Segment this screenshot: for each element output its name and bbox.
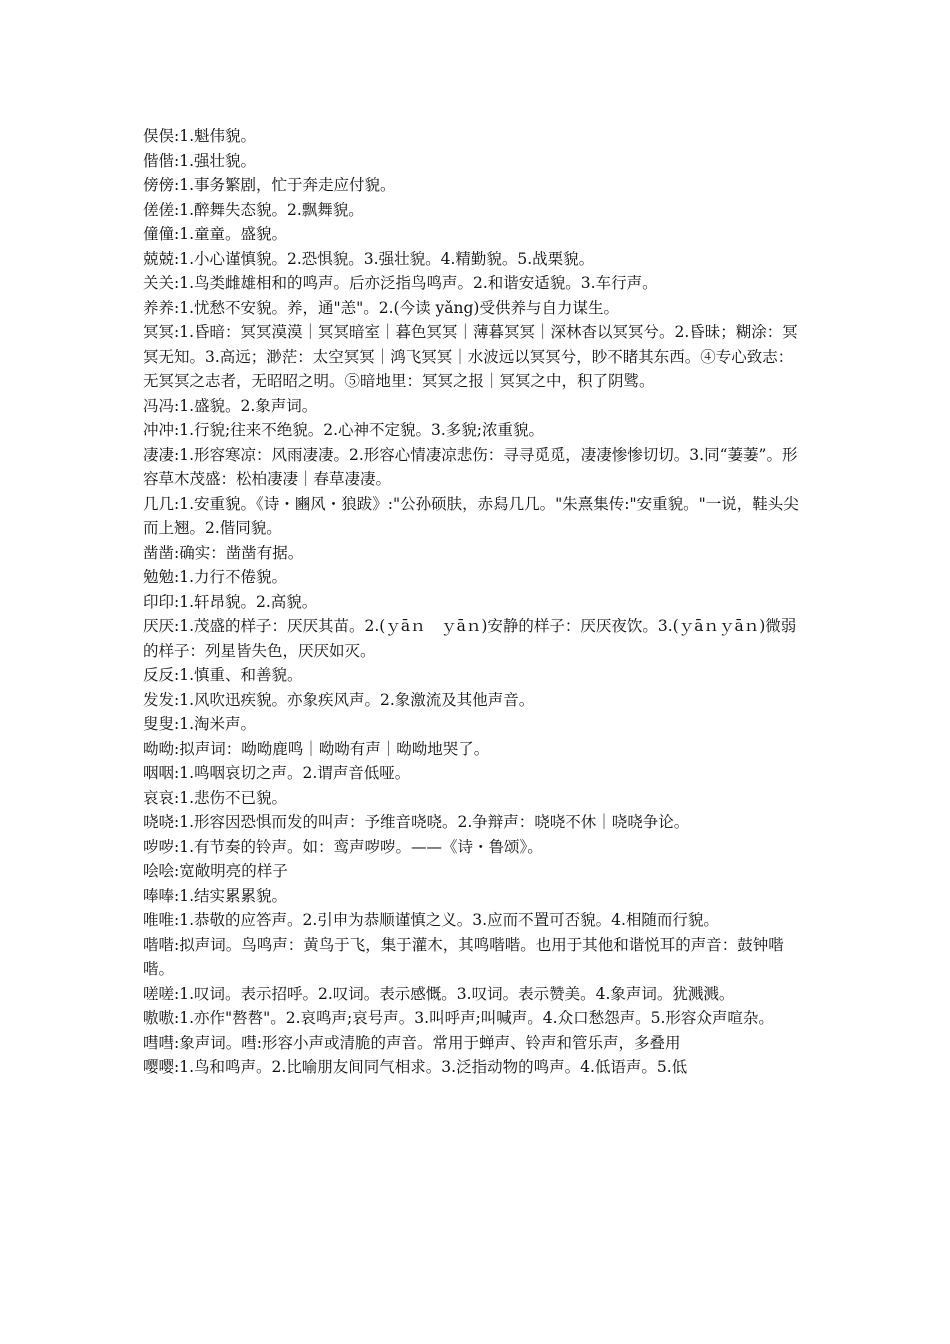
- entry: 印印:1.轩昂貌。2.高貌。: [143, 592, 318, 611]
- entry: 厌厌:1.茂盛的样子：厌厌其苗。2.(ｙāｎ ｙāｎ)安静的样子：厌厌夜饮。3.(ｙāｎｙāｎ)微弱的样子：列星皆失色，厌厌如灭。: [143, 617, 797, 660]
- entry: 咽咽:1.鸣咽哀切之声。2.谓声音低哑。: [143, 764, 411, 782]
- entry: 俣俣:1.魁伟貌。: [143, 127, 257, 145]
- entry: 兢兢:1.小心谨慎貌。2.恐惧貌。3.强壮貌。4.精勤貌。5.战栗貌。: [143, 249, 595, 268]
- entry: 唪唪:1.结实累累貌。: [143, 886, 288, 905]
- entry: 凿凿:确实：凿凿有据。: [143, 543, 304, 562]
- entry: 嘤嘤:1.鸟和鸣声。2.比喻朋友间同气相求。3.泛指动物的鸣声。4.低语声。5.低: [143, 1058, 688, 1076]
- entry: 僮僮:1.童童。盛貌。: [143, 225, 288, 243]
- entry: 嗟嗟:1.叹词。表示招呼。2.叹词。表示感慨。3.叹词。表示赞美。4.象声词。犹溅溅。: [143, 984, 735, 1003]
- document-body: [143, 124, 808, 1080]
- entry: 唯唯:1.恭敬的应答声。2.引申为恭顺谨慎之义。3.应而不置可否貌。4.相随而行貌。: [143, 911, 719, 929]
- entry: 哓哓:1.形容因恐惧而发的叫声：予维音哓哓。2.争辩声：哓哓不休｜哓哓争论。: [143, 813, 690, 831]
- entry: 冯冯:1.盛貌。2.象声词。: [143, 396, 318, 415]
- entry: 嗷嗷:1.亦作"嗸嗸"。2.哀鸣声;哀号声。3.叫呼声;叫喊声。4.众口愁怨声。5.形容众声喧杂。: [143, 1009, 774, 1027]
- entry: 发发:1.风吹迅疾貌。亦象疾风声。2.象激流及其他声音。: [143, 690, 535, 709]
- entry: 养养:1.忧愁不安貌。养，通"恙"。2.(今读 yǎng)受供养与自力谋生。: [143, 298, 619, 317]
- entry: 哕哕:1.有节奏的铃声。如：鸾声哕哕。——《诗・鲁颂》。: [143, 837, 543, 856]
- entry: 几几:1.安重貌。《诗・豳风・狼跋》:"公孙硕肤，赤舄几几。"朱熹集传:"安重貌。"一说，鞋头尖而上翘。2.偕同貌。: [143, 494, 799, 537]
- entry: 叟叟:1.淘米声。: [143, 715, 257, 733]
- entry: 冥冥:1.昏暗：冥冥漠漠｜冥冥暗室｜暮色冥冥｜薄暮冥冥｜深林杳以冥冥兮。2.昏昧；糊涂：冥冥无知。3.高远；渺茫：太空冥冥｜鸿飞冥冥｜水波远以冥冥兮，眇不睹其东西。④专心致志：无冥冥之志者，无昭昭之明。⑤暗地里：冥冥之报｜冥冥之中，积了阴骘。: [143, 323, 798, 390]
- entry: 呦呦:拟声词：呦呦鹿鸣｜呦呦有声｜呦呦地哭了。: [143, 739, 490, 758]
- entry: 傍傍:1.事务繁剧，忙于奔走应付貌。: [143, 176, 396, 194]
- entry: 嘒嘒:象声词。嘒:形容小声或清脆的声音。常用于蝉声、铃声和管乐声，多叠用: [143, 1033, 681, 1052]
- entry: 喈喈:拟声词。鸟鸣声：黄鸟于飞，集于灌木，其鸣喈喈。也用于其他和谐悦耳的声音：鼓钟喈喈。: [143, 935, 784, 978]
- entry: 哙哙:宽敞明亮的样子: [143, 862, 288, 880]
- entry: 关关:1.鸟类雌雄相和的鸣声。后亦泛指鸟鸣声。2.和谐安适貌。3.车行声。: [143, 274, 658, 292]
- entry: 哀哀:1.悲伤不已貌。: [143, 788, 288, 807]
- entry: 冲冲:1.行貌;往来不绝貌。2.心神不定貌。3.多貌;浓重貌。: [143, 421, 545, 439]
- entry: 反反:1.慎重、和善貌。: [143, 666, 303, 684]
- entry: 勉勉:1.力行不倦貌。: [143, 568, 288, 586]
- entry: 偕偕:1.强壮貌。: [143, 151, 257, 170]
- entry: 傞傞:1.醉舞失态貌。2.飘舞貌。: [143, 200, 364, 219]
- entry: 凄凄:1.形容寒凉：风雨凄凄。2.形容心情凄凉悲伤：寻寻觅觅，凄凄惨惨切切。3.同“萋萋”。形容草木茂盛：松柏凄凄｜春草凄凄。: [143, 445, 798, 488]
